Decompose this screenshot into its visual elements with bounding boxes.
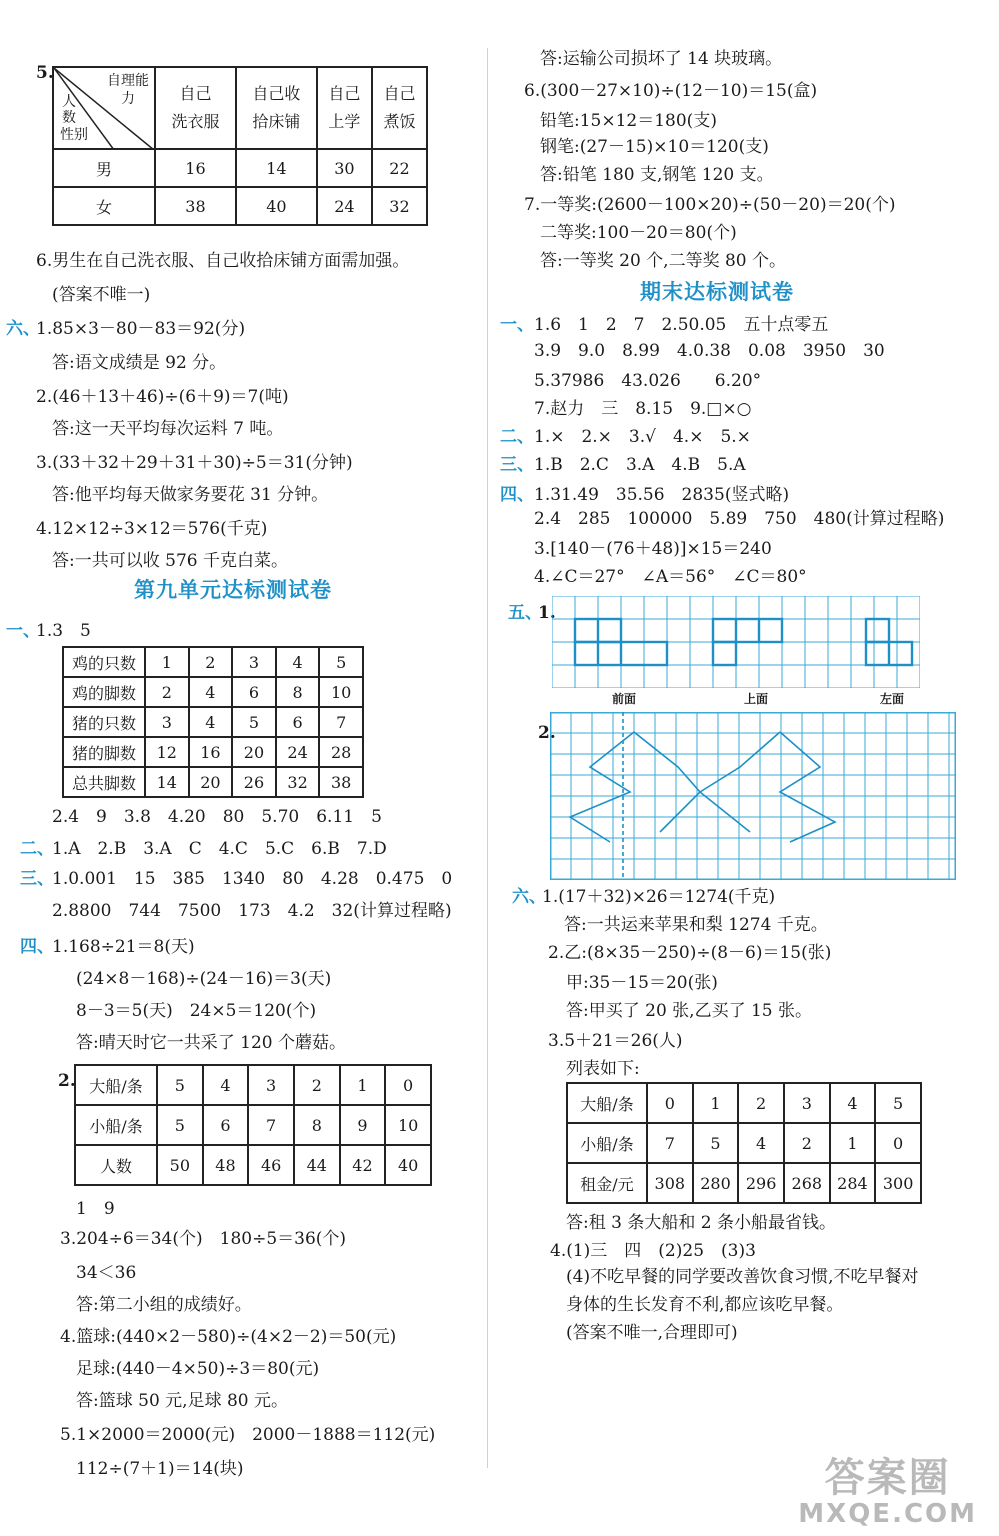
answer-line: 1.0.001 15 385 1340 80 4.28 0.475 0 <box>52 869 453 889</box>
answer-line: 7.一等奖:(2600－100×20)÷(50－20)＝20(个) <box>524 195 896 215</box>
table-cell: 2 <box>189 647 233 677</box>
table-cell: 12 <box>145 737 189 767</box>
table-cell: 0 <box>647 1083 693 1123</box>
answer-line: 1 9 <box>76 1199 115 1219</box>
table-cell: 5 <box>232 707 276 737</box>
table-cell: 44 <box>294 1145 340 1185</box>
question-label: 5. <box>36 63 54 83</box>
table-row <box>75 1145 431 1185</box>
corner-top-label: 自理能力 <box>107 73 149 107</box>
survey-table <box>52 66 428 226</box>
answer-line: 答:运输公司损坏了 14 块玻璃。 <box>540 49 783 69</box>
answer-line: 甲:35－15＝20(张) <box>566 973 718 993</box>
corner-mid-label: 人数 <box>62 94 76 126</box>
table-cell: 3 <box>232 647 276 677</box>
table-cell: 20 <box>189 767 233 797</box>
row-label: 猪的脚数 <box>63 737 145 767</box>
table-cell: 3 <box>145 707 189 737</box>
row-label: 小船/条 <box>75 1105 157 1145</box>
table-cell: 26 <box>232 767 276 797</box>
table-row <box>63 647 363 677</box>
section-marker: 四、 <box>500 485 534 505</box>
table-row <box>75 1105 431 1145</box>
answer-line: 钢笔:(27－15)×10＝120(支) <box>540 137 769 157</box>
table-cell: 1 <box>145 647 189 677</box>
table-cell: 28 <box>319 737 363 767</box>
section-marker: 三、 <box>20 869 54 889</box>
answer-line: 答:租 3 条大船和 2 条小船最省钱。 <box>566 1213 836 1233</box>
table-cell: 10 <box>385 1105 431 1145</box>
answer-line: 6.(300－27×10)÷(12－10)＝15(盒) <box>524 81 818 101</box>
answer-line: 4.∠C＝27° ∠A＝56° ∠C＝80° <box>534 567 807 587</box>
table-cell: 8 <box>276 677 320 707</box>
table-cell: 280 <box>693 1163 739 1203</box>
section-marker: 二、 <box>500 427 534 447</box>
answer-line: 1.B 2.C 3.A 4.B 5.A <box>534 455 746 475</box>
table-cell: 300 <box>875 1163 921 1203</box>
rent-table <box>566 1082 922 1204</box>
section-marker: 一、 <box>6 621 40 641</box>
table-cell: 14 <box>145 767 189 797</box>
answer-line: 112÷(7＋1)＝14(块) <box>76 1459 244 1479</box>
question-label: 2. <box>58 1071 76 1091</box>
table-cell: 284 <box>830 1163 876 1203</box>
answer-line: 1.6 1 2 7 2.50.05 五十点零五 <box>534 315 829 335</box>
table-cell: 16 <box>155 149 236 187</box>
answer-line: 5.1×2000＝2000(元) 2000－1888＝112(元) <box>60 1425 436 1445</box>
row-label: 小船/条 <box>567 1123 647 1163</box>
column-header: 自己 洗衣服 <box>155 67 236 149</box>
table-corner-header <box>53 67 155 149</box>
section-marker: 三、 <box>500 455 534 475</box>
boat-table <box>74 1064 432 1186</box>
section-marker: 六、 <box>6 319 40 339</box>
table-cell: 32 <box>372 187 427 225</box>
table-cell: 2 <box>784 1123 830 1163</box>
table-cell: 38 <box>155 187 236 225</box>
answer-line: 3.[140－(76＋48)]×15＝240 <box>534 539 772 559</box>
table-cell: 9 <box>340 1105 386 1145</box>
answer-line: 4.(1)三 四 (2)25 (3)3 <box>550 1241 756 1261</box>
table-cell: 32 <box>276 767 320 797</box>
symmetry-figure <box>550 712 956 880</box>
answer-line: 答:他平均每天做家务要花 31 分钟。 <box>52 485 329 505</box>
table-cell: 1 <box>693 1083 739 1123</box>
answer-line: 答:一等奖 20 个,二等奖 80 个。 <box>540 251 787 271</box>
table-cell: 50 <box>157 1145 203 1185</box>
answer-line: 6.男生在自己洗衣服、自己收拾床铺方面需加强。 <box>36 251 410 271</box>
answer-line: 2.4 285 100000 5.89 750 480(计算过程略) <box>534 509 945 529</box>
answer-line: 1.A 2.B 3.A C 4.C 5.C 6.B 7.D <box>52 839 387 859</box>
answer-line: 二等奖:100－20＝80(个) <box>540 223 737 243</box>
row-label: 男 <box>53 149 155 187</box>
table-cell: 0 <box>385 1065 431 1105</box>
watermark-logo <box>798 1456 977 1528</box>
question-label: 1. <box>538 603 556 623</box>
table-row <box>63 677 363 707</box>
table-cell: 42 <box>340 1145 386 1185</box>
answer-line: 答:第二小组的成绩好。 <box>76 1295 252 1315</box>
table-cell: 6 <box>203 1105 249 1145</box>
section-heading: 期末达标测试卷 <box>640 279 794 304</box>
table-cell: 6 <box>276 707 320 737</box>
table-cell: 3 <box>248 1065 294 1105</box>
column-header: 自己 煮饭 <box>372 67 427 149</box>
watermark-url: MXQE.COM <box>798 1499 977 1529</box>
table-cell: 2 <box>145 677 189 707</box>
table-cell: 14 <box>236 149 317 187</box>
table-cell: 46 <box>248 1145 294 1185</box>
section-marker: 一、 <box>500 315 534 335</box>
answer-line: (24×8－168)÷(24－16)＝3(天) <box>76 969 332 989</box>
answer-line: (答案不唯一,合理即可) <box>566 1323 738 1343</box>
answer-line: 2.(46＋13＋46)÷(6＋9)＝7(吨) <box>36 387 289 407</box>
answer-line: 5.37986 43.026 6.20° <box>534 371 762 391</box>
answer-line: 4.12×12÷3×12＝576(千克) <box>36 519 268 539</box>
answer-line: 3.204÷6＝34(个) 180÷5＝36(个) <box>60 1229 347 1249</box>
section-marker: 二、 <box>20 839 54 859</box>
table-cell: 5 <box>319 647 363 677</box>
table-cell: 4 <box>189 707 233 737</box>
table-cell: 22 <box>372 149 427 187</box>
row-label: 大船/条 <box>75 1065 157 1105</box>
table-cell: 4 <box>189 677 233 707</box>
table-cell: 6 <box>232 677 276 707</box>
row-label: 鸡的脚数 <box>63 677 145 707</box>
row-label: 总共脚数 <box>63 767 145 797</box>
corner-bottom-label: 性别 <box>60 127 88 143</box>
table-row <box>63 737 363 767</box>
answer-line: 1.(17＋32)×26＝1274(千克) <box>542 887 776 907</box>
table-cell: 8 <box>294 1105 340 1145</box>
table-row <box>53 187 427 225</box>
table-cell: 2 <box>738 1083 784 1123</box>
table-cell: 268 <box>784 1163 830 1203</box>
table-cell: 4 <box>738 1123 784 1163</box>
answer-line: 答:篮球 50 元,足球 80 元。 <box>76 1391 289 1411</box>
table-row <box>567 1123 921 1163</box>
table-cell: 0 <box>875 1123 921 1163</box>
table-cell: 24 <box>317 187 372 225</box>
answer-line: 2.乙:(8×35－250)÷(8－6)＝15(张) <box>548 943 832 963</box>
answer-line: (4)不吃早餐的同学要改善饮食习惯,不吃早餐对 <box>566 1267 919 1287</box>
answer-line: 答:语文成绩是 92 分。 <box>52 353 227 373</box>
watermark-text: 答案圈 <box>824 1455 951 1501</box>
chicken-pig-table <box>62 646 364 798</box>
table-cell: 296 <box>738 1163 784 1203</box>
answer-line: 答:这一天平均每次运料 7 吨。 <box>52 419 284 439</box>
table-cell: 1 <box>830 1123 876 1163</box>
section-marker: 五、 <box>508 603 542 623</box>
row-label: 大船/条 <box>567 1083 647 1123</box>
column-divider <box>487 48 488 1468</box>
table-cell: 40 <box>236 187 317 225</box>
answer-line: 1.168÷21＝8(天) <box>52 937 195 957</box>
table-cell: 7 <box>319 707 363 737</box>
table-cell: 30 <box>317 149 372 187</box>
question-label: 2. <box>538 723 556 743</box>
table-cell: 4 <box>203 1065 249 1105</box>
answer-line: 答:一共可以收 576 千克白菜。 <box>52 551 288 571</box>
answer-line: 足球:(440－4×50)÷3＝80(元) <box>76 1359 320 1379</box>
table-cell: 4 <box>276 647 320 677</box>
row-label: 猪的只数 <box>63 707 145 737</box>
table-cell: 5 <box>157 1105 203 1145</box>
answer-line: 答:一共运来苹果和梨 1274 千克。 <box>564 915 828 935</box>
table-row <box>75 1065 431 1105</box>
answer-line: 1.31.49 35.56 2835(竖式略) <box>534 485 790 505</box>
table-cell: 20 <box>232 737 276 767</box>
row-label: 人数 <box>75 1145 157 1185</box>
table-row <box>53 149 427 187</box>
table-row <box>567 1163 921 1203</box>
table-cell: 308 <box>647 1163 693 1203</box>
answer-line: 1.3 5 <box>36 621 91 641</box>
table-cell: 16 <box>189 737 233 767</box>
table-cell: 40 <box>385 1145 431 1185</box>
table-cell: 7 <box>248 1105 294 1145</box>
view-caption-left: 左面 <box>880 692 905 706</box>
answer-line: 1.85×3－80－83＝92(分) <box>36 319 246 339</box>
table-row <box>63 707 363 737</box>
row-label: 鸡的只数 <box>63 647 145 677</box>
answer-line: 3.(33＋32＋29＋31＋30)÷5＝31(分钟) <box>36 453 353 473</box>
table-cell: 5 <box>157 1065 203 1105</box>
answer-line: 2.8800 744 7500 173 4.2 32(计算过程略) <box>52 901 452 921</box>
row-label: 租金/元 <box>567 1163 647 1203</box>
answer-line: 答:甲买了 20 张,乙买了 15 张。 <box>566 1001 813 1021</box>
column-header: 自己 上学 <box>317 67 372 149</box>
answer-line: 列表如下: <box>566 1059 640 1079</box>
answer-line: 7.赵力 三 8.15 9.□×○ <box>534 399 752 419</box>
table-cell: 2 <box>294 1065 340 1105</box>
answer-line: 3.5＋21＝26(人) <box>548 1031 683 1051</box>
table-cell: 1 <box>340 1065 386 1105</box>
answer-line: 34＜36 <box>76 1263 137 1283</box>
table-cell: 24 <box>276 737 320 767</box>
answer-line: 2.4 9 3.8 4.20 80 5.70 6.11 5 <box>52 807 382 827</box>
answer-line: 1.× 2.× 3.√ 4.× 5.× <box>534 427 751 447</box>
column-header: 自己收 拾床铺 <box>236 67 317 149</box>
answer-line: 铅笔:15×12＝180(支) <box>540 111 717 131</box>
answer-line: 答:晴天时它一共采了 120 个蘑菇。 <box>76 1033 346 1053</box>
section-marker: 四、 <box>20 937 54 957</box>
section-heading: 第九单元达标测试卷 <box>134 577 332 602</box>
answer-line: 答:铅笔 180 支,钢笔 120 支。 <box>540 165 774 185</box>
table-cell: 38 <box>319 767 363 797</box>
table-cell: 3 <box>784 1083 830 1123</box>
view-caption-top: 上面 <box>744 692 769 706</box>
table-row <box>567 1083 921 1123</box>
table-cell: 7 <box>647 1123 693 1163</box>
table-cell: 10 <box>319 677 363 707</box>
answer-line: 4.篮球:(440×2－580)÷(4×2－2)＝50(元) <box>60 1327 397 1347</box>
table-cell: 4 <box>830 1083 876 1123</box>
table-cell: 5 <box>693 1123 739 1163</box>
answer-line: (答案不唯一) <box>52 285 151 305</box>
answer-line: 8－3＝5(天) 24×5＝120(个) <box>76 1001 317 1021</box>
answer-line: 身体的生长发育不利,都应该吃早餐。 <box>566 1295 844 1315</box>
section-marker: 六、 <box>512 887 546 907</box>
table-row <box>63 767 363 797</box>
three-views-figure <box>552 596 920 688</box>
table-cell: 5 <box>875 1083 921 1123</box>
answer-line: 3.9 9.0 8.99 4.0.38 0.08 3950 30 <box>534 341 885 361</box>
view-caption-front: 前面 <box>612 692 637 706</box>
table-cell: 48 <box>203 1145 249 1185</box>
row-label: 女 <box>53 187 155 225</box>
